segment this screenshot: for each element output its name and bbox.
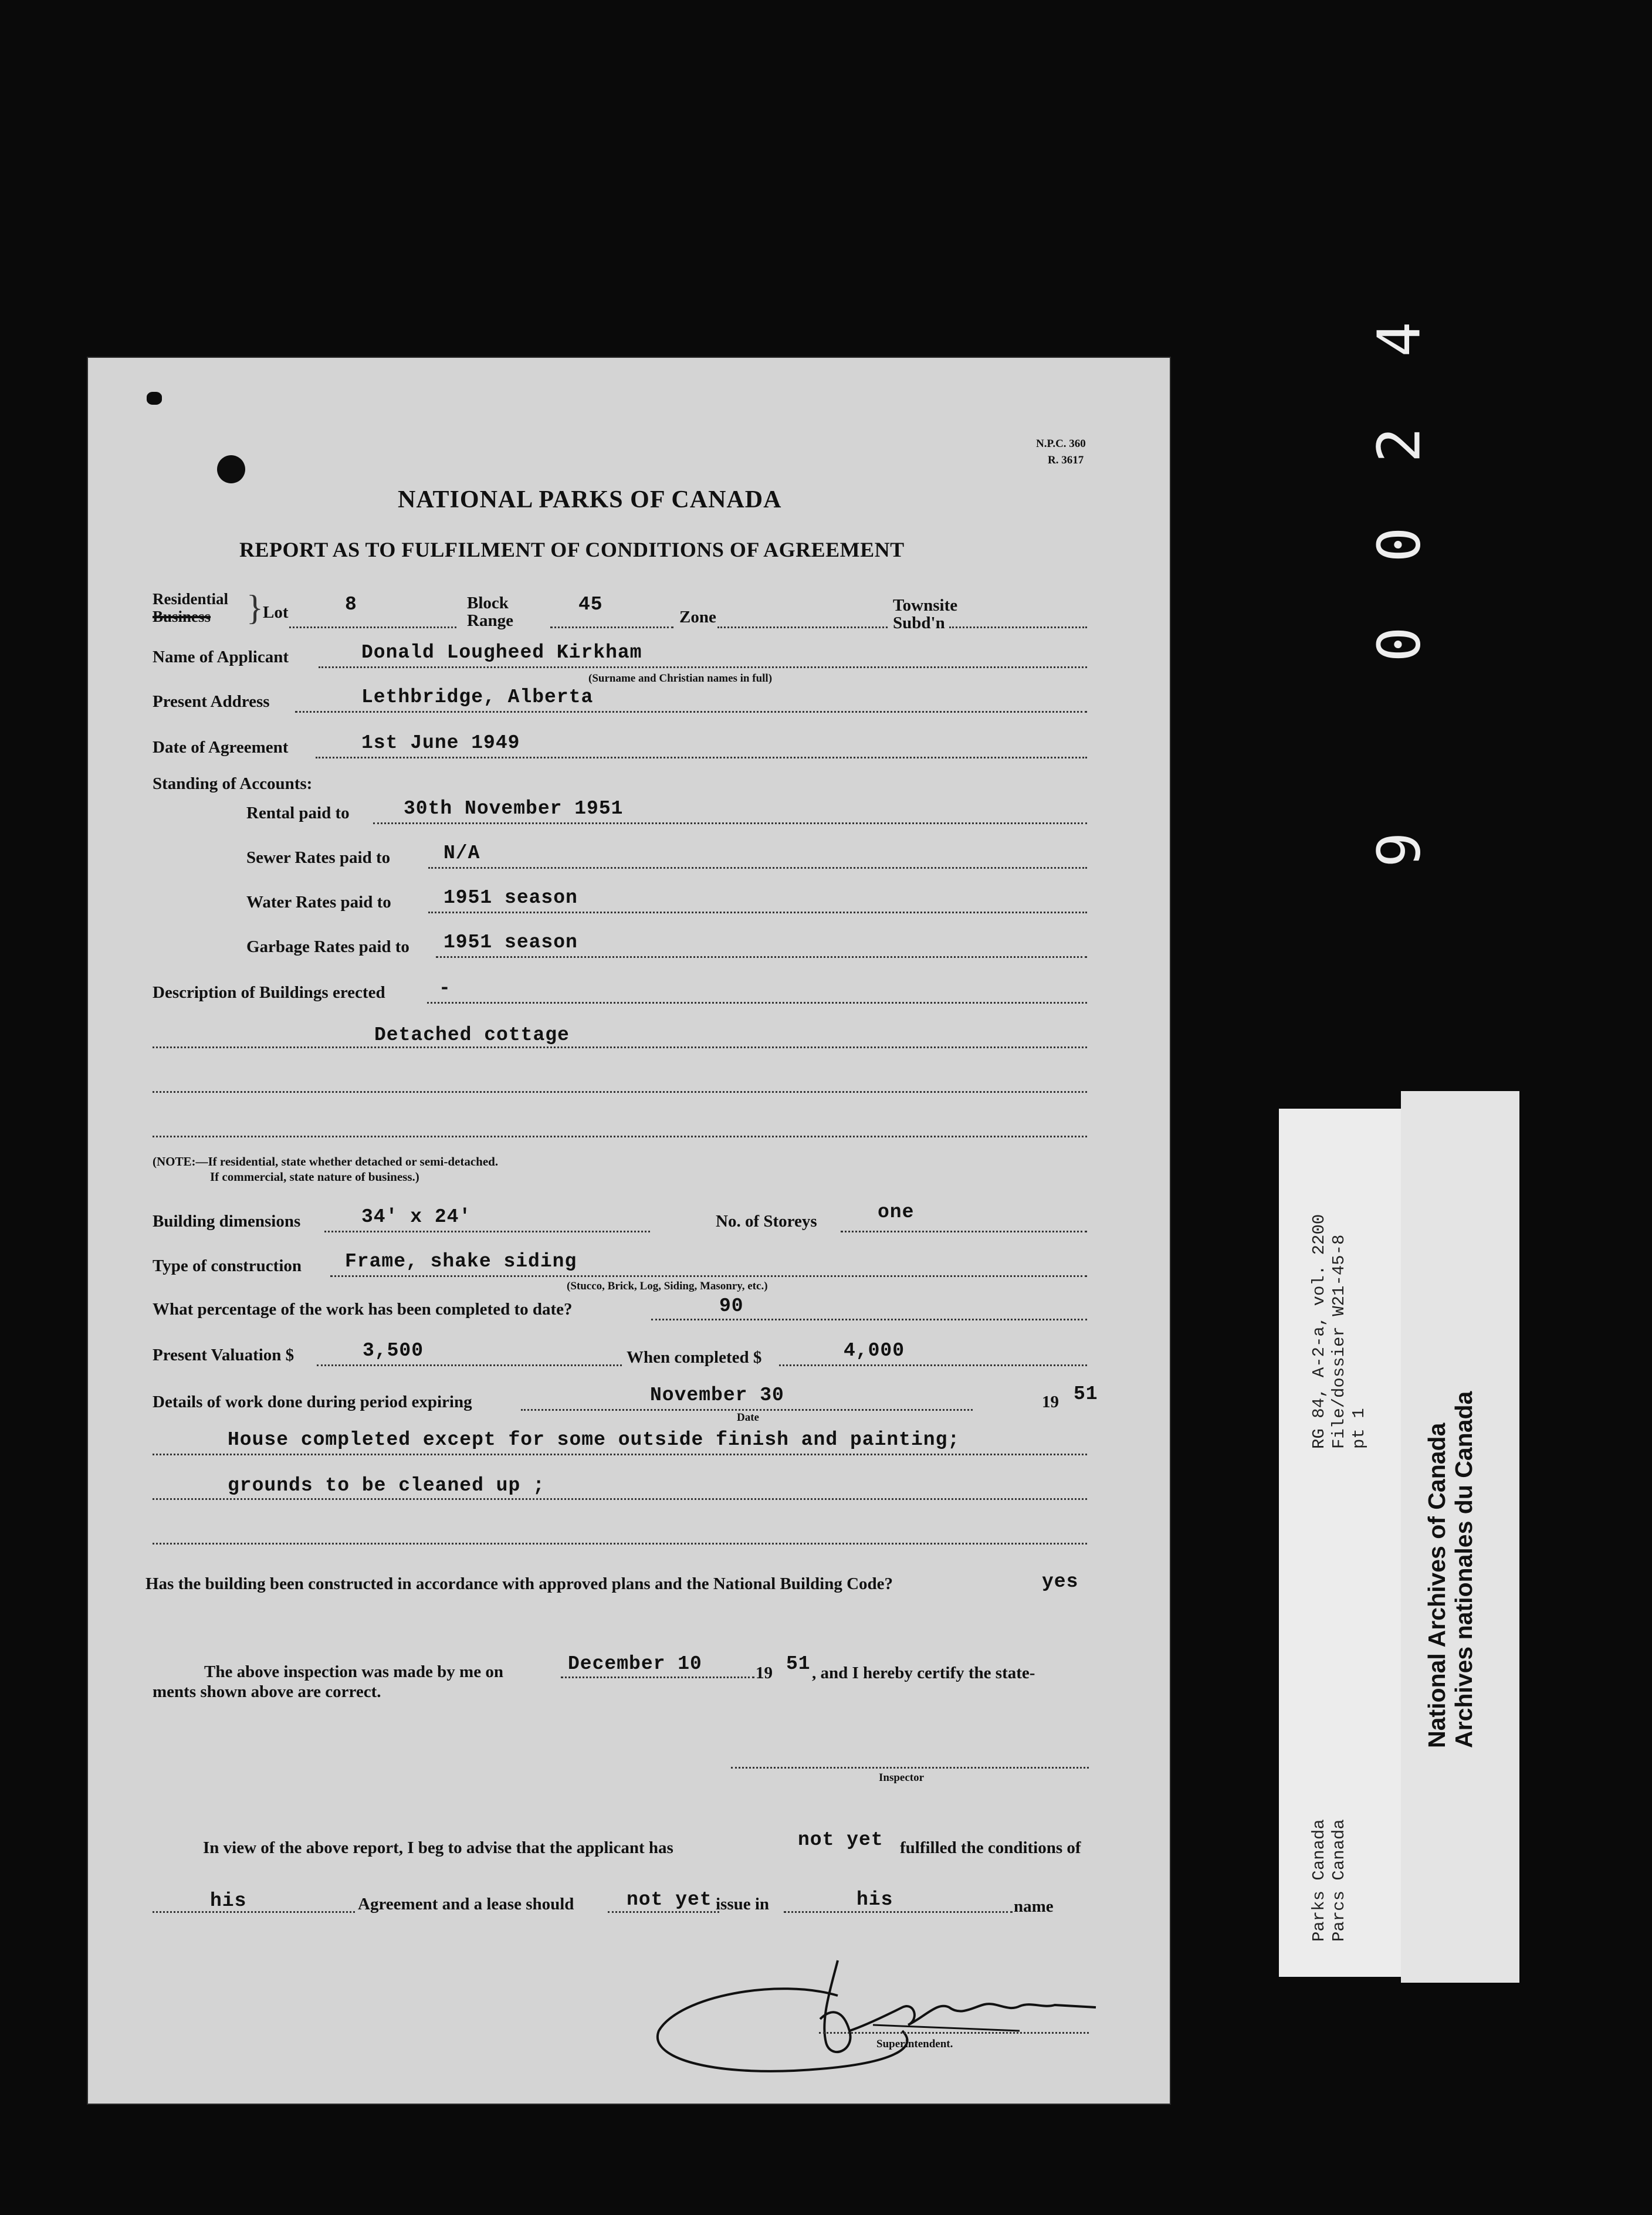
valuation-label: Present Valuation $ (153, 1346, 294, 1364)
range-label: Range (467, 611, 513, 630)
code-answer: yes (1042, 1571, 1079, 1593)
punch-hole-mark (147, 392, 162, 405)
superintendent-signature (644, 1943, 1125, 2095)
townsite-label: Townsite (893, 596, 958, 615)
residential-label: Residential (153, 590, 229, 608)
date-note: Date (737, 1411, 759, 1424)
description-label: Description of Buildings erected (153, 983, 385, 1002)
agency-fr: Parcs Canada (1329, 1819, 1349, 1942)
agreement-date-value: 1st June 1949 (361, 732, 520, 754)
storeys-value: one (878, 1201, 915, 1223)
inspection-text-1: The above inspection was made by me on (204, 1662, 503, 1681)
archive-file-sticker (1279, 1109, 1401, 1977)
percentage-label: What percentage of the work has been completed to date? (153, 1300, 573, 1319)
inspection-date: December 10 (568, 1653, 702, 1675)
description-mark: - (439, 977, 451, 999)
agreement-text: Agreement and a lease should (358, 1895, 574, 1913)
block-label: Block (467, 594, 509, 612)
sewer-value: N/A (444, 842, 480, 864)
rental-label: Rental paid to (246, 804, 350, 822)
frame-digit: 0 (1365, 626, 1434, 662)
advise-value-1: not yet (798, 1829, 883, 1851)
water-label: Water Rates paid to (246, 893, 391, 912)
completed-value: 4,000 (844, 1340, 905, 1361)
note-line-2: If commercial, state nature of business.) (210, 1170, 419, 1184)
dimensions-value: 34' x 24' (361, 1206, 472, 1228)
report-form (87, 357, 1171, 2105)
ink-blot (217, 455, 245, 483)
agreement-date-label: Date of Agreement (153, 738, 289, 757)
superintendent-label: Superintendent. (876, 2038, 953, 2050)
details-line-2: grounds to be cleaned up ; (228, 1475, 545, 1496)
name-text: name (1014, 1897, 1054, 1916)
archives-name-en: National Archives of Canada (1423, 1423, 1450, 1748)
brace: } (246, 588, 263, 627)
standing-label: Standing of Accounts: (153, 774, 313, 793)
inspector-label: Inspector (879, 1772, 925, 1784)
block-value: 45 (578, 594, 603, 615)
inspection-year: 51 (786, 1653, 811, 1675)
form-rcode: R. 3617 (1048, 454, 1084, 466)
valuation-value: 3,500 (363, 1340, 424, 1361)
construction-label: Type of construction (153, 1256, 302, 1275)
details-year: 51 (1074, 1383, 1098, 1405)
rental-value: 30th November 1951 (404, 798, 624, 819)
inspection-text-3: ments shown above are correct. (153, 1682, 381, 1701)
issue-text: issue in (716, 1895, 770, 1913)
inspection-text-2: , and I hereby certify the state- (812, 1664, 1035, 1682)
national-archives-sticker (1401, 1091, 1519, 1983)
advise-text-2: fulfilled the conditions of (900, 1838, 1081, 1857)
archives-name-fr: Archives nationales du Canada (1450, 1391, 1477, 1748)
water-value: 1951 season (444, 887, 578, 909)
lot-label: Lot (263, 603, 289, 622)
applicant-value: Donald Lougheed Kirkham (361, 642, 642, 663)
subdn-label: Subd'n (893, 614, 945, 632)
applicant-label: Name of Applicant (153, 648, 289, 666)
frame-digit: 9 (1365, 832, 1434, 868)
form-code: N.P.C. 360 (1036, 438, 1086, 450)
inspection-year-prefix: 19 (756, 1664, 773, 1682)
lot-value: 8 (345, 594, 357, 615)
sewer-label: Sewer Rates paid to (246, 848, 391, 867)
applicant-note: (Surname and Christian names in full) (588, 672, 773, 685)
code-question: Has the building been constructed in accordance with approved plans and the National Building Code? (145, 1574, 893, 1593)
note-line-1: (NOTE:—If residential, state whether detached or semi-detached. (153, 1154, 499, 1169)
frame-digit: 2 (1365, 427, 1434, 463)
construction-value: Frame, shake siding (345, 1251, 577, 1272)
frame-digit: 4 (1365, 321, 1434, 357)
page-title: NATIONAL PARKS OF CANADA (398, 486, 782, 513)
business-struck-label: Business (153, 608, 211, 625)
agency-en: Parks Canada (1309, 1819, 1329, 1942)
details-line-1: House completed except for some outside finish and painting; (228, 1429, 960, 1451)
zone-label: Zone (679, 608, 716, 626)
his-value-1: his (210, 1890, 247, 1912)
construction-note: (Stucco, Brick, Log, Siding, Masonry, etc.) (567, 1280, 768, 1292)
page-subtitle: REPORT AS TO FULFILMENT OF CONDITIONS OF AGREEMENT (239, 538, 905, 561)
file-ref-line-3: pt 1 (1349, 1408, 1369, 1449)
frame-digit: 0 (1365, 527, 1434, 563)
file-ref-line-1: RG 84, A-2-a, vol. 2200 (1309, 1214, 1329, 1449)
advise-value-2: not yet (627, 1889, 712, 1911)
details-label: Details of work done during period expiring (153, 1393, 472, 1411)
advise-text-1: In view of the above report, I beg to advise that the applicant has (203, 1838, 673, 1857)
file-ref-line-2: File/dossier W21-45-8 (1329, 1234, 1349, 1449)
percentage-value: 90 (719, 1295, 744, 1317)
dimensions-label: Building dimensions (153, 1212, 301, 1231)
his-value-2: his (857, 1889, 893, 1911)
details-date: November 30 (650, 1384, 784, 1406)
garbage-label: Garbage Rates paid to (246, 937, 409, 956)
address-label: Present Address (153, 692, 270, 711)
details-year-prefix: 19 (1042, 1393, 1059, 1411)
address-value: Lethbridge, Alberta (361, 686, 594, 708)
storeys-label: No. of Storeys (716, 1212, 817, 1231)
completed-label: When completed $ (627, 1348, 762, 1367)
garbage-value: 1951 season (444, 932, 578, 953)
description-value: Detached cottage (374, 1024, 570, 1046)
